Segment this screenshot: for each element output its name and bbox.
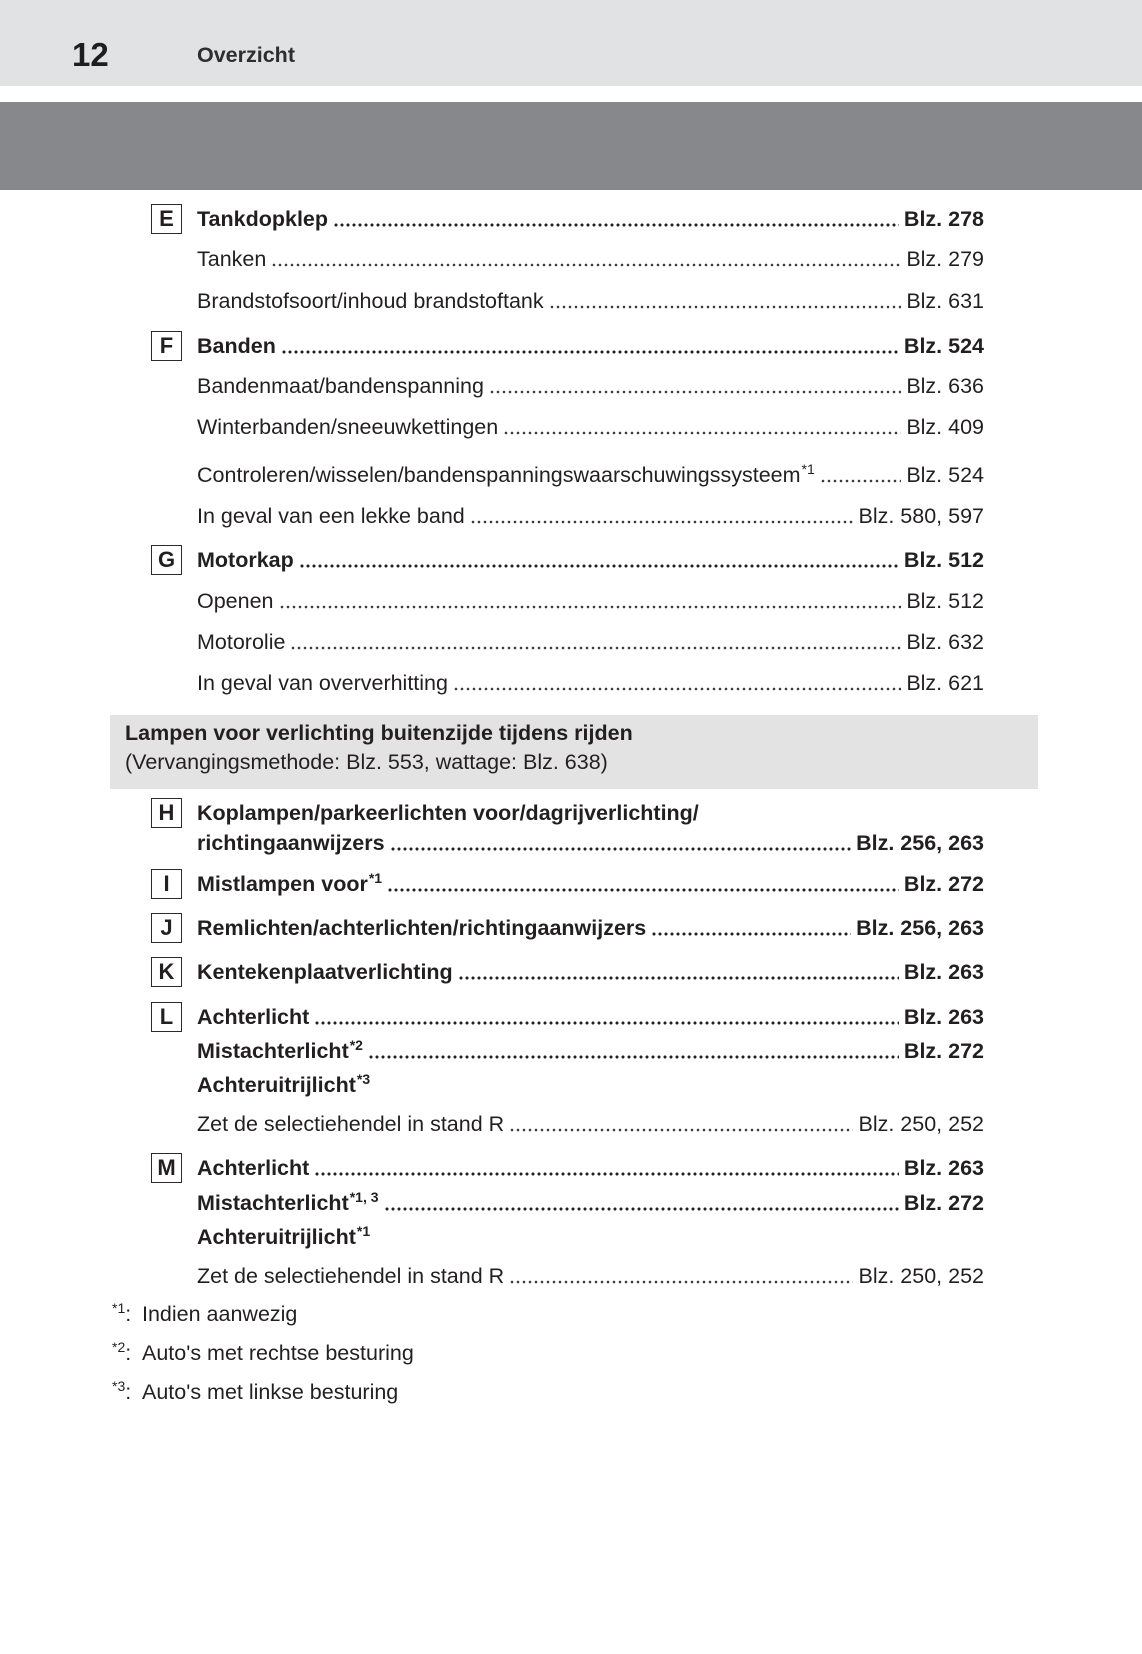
- page-reference: Blz. 512: [906, 589, 984, 613]
- page-reference: Blz. 250, 252: [858, 1112, 984, 1136]
- lamps-section-subtitle: (Vervangingsmethode: Blz. 553, wattage: Blz. 638): [125, 750, 608, 774]
- entry-remlichten: [160, 913, 984, 943]
- dot-leader: [290, 646, 901, 650]
- entry-tankdopklep: [159, 204, 984, 234]
- dot-leader: [368, 1055, 899, 1059]
- entry-label: [197, 869, 382, 899]
- dot-leader: [281, 350, 899, 354]
- dot-leader: [333, 223, 899, 227]
- footnote: [111, 1377, 398, 1407]
- dot-leader: [387, 888, 899, 892]
- index-letter-h: H: [151, 798, 182, 828]
- entry-oververhitting: [197, 668, 984, 698]
- entry-mistachterlicht: [197, 1036, 984, 1066]
- entry-winterbanden: [197, 412, 984, 442]
- entry-koplampen: [158, 798, 984, 828]
- dot-leader: [299, 564, 899, 568]
- page-reference: Blz. 272: [903, 1039, 984, 1063]
- entry-achteruitrijlicht: [197, 1222, 984, 1252]
- entry-label: [197, 1070, 370, 1100]
- page-number: 12: [72, 36, 109, 73]
- dot-leader: [503, 431, 901, 435]
- footnote-number: *3: [112, 1378, 126, 1394]
- entry-label: Remlichten/achterlichten/richtingaanwijzers: [197, 916, 647, 940]
- footnote-number: *2: [112, 1339, 126, 1355]
- entry-mistlampen-voor: [163, 869, 984, 899]
- footnote-reference: *1, 3: [349, 1189, 379, 1205]
- entry-label: Banden: [197, 334, 276, 358]
- entry-label: Kentekenplaatverlichting: [197, 960, 453, 984]
- entry-label: Motorkap: [197, 548, 294, 572]
- entry-label: [197, 1222, 370, 1252]
- index-letter-g: G: [151, 545, 182, 575]
- entry-banden: [159, 331, 984, 361]
- page-reference: Blz. 512: [903, 548, 984, 572]
- page-reference: Blz. 256, 263: [856, 831, 984, 855]
- section-title: Overzicht: [197, 43, 295, 67]
- entry-label: Tankdopklep: [197, 207, 329, 231]
- page-reference: Blz. 524: [903, 334, 984, 358]
- entry-label: [197, 460, 815, 490]
- entry-controleren-wisselen: [197, 460, 984, 490]
- footnote-reference: *2: [349, 1037, 363, 1053]
- entry-koplampen-continued: [197, 828, 984, 858]
- entry-label: Achterlicht: [197, 1156, 310, 1180]
- entry-openen: [197, 586, 984, 616]
- footnote-mark: [111, 1299, 142, 1329]
- footnote-separator: :: [125, 1380, 132, 1404]
- page-reference: Blz. 263: [903, 960, 984, 984]
- entry-achteruitrijlicht: [197, 1070, 984, 1100]
- page-reference: Blz. 636: [906, 374, 984, 398]
- entry-label: In geval van oververhitting: [197, 671, 448, 695]
- entry-label-text: Mistachterlicht: [197, 1191, 349, 1215]
- page-reference: Blz. 524: [906, 463, 984, 487]
- page-reference: Blz. 279: [906, 247, 984, 271]
- header-band: [0, 0, 1142, 86]
- entry-bandenmaat: [197, 371, 984, 401]
- dot-leader: [314, 1172, 899, 1176]
- page-reference: Blz. 621: [906, 671, 984, 695]
- index-letter-i: I: [151, 869, 182, 899]
- footnote-reference: *3: [356, 1071, 371, 1087]
- dot-leader: [271, 263, 901, 267]
- entry-mistachterlicht: [197, 1188, 984, 1218]
- dot-leader: [470, 520, 854, 524]
- entry-label: Brandstofsoort/inhoud brandstoftank: [197, 289, 544, 313]
- entry-label: Koplampen/parkeerlichten voor/dagrijverlichting/: [197, 801, 699, 825]
- dot-leader: [390, 847, 852, 851]
- entry-label: [197, 1188, 379, 1218]
- footnote-mark: [111, 1377, 142, 1407]
- entry-label: In geval van een lekke band: [197, 504, 465, 528]
- dot-leader: [279, 605, 902, 609]
- entry-selectiehendel: [197, 1109, 984, 1139]
- footnote-reference: *1: [801, 461, 815, 477]
- entry-motorolie: [197, 627, 984, 657]
- footnote-text: Auto's met linkse besturing: [142, 1380, 399, 1404]
- page-reference: Blz. 272: [903, 1191, 984, 1215]
- page-reference: Blz. 278: [903, 207, 984, 231]
- footnote: [111, 1299, 297, 1329]
- footnote-mark: [111, 1338, 142, 1368]
- footnote-separator: :: [125, 1302, 132, 1326]
- entry-label: Openen: [197, 589, 274, 613]
- entry-label: Tanken: [197, 247, 267, 271]
- page-reference: Blz. 263: [903, 1005, 984, 1029]
- entry-label: richtingaanwijzers: [197, 831, 385, 855]
- entry-label-text: Controleren/wisselen/bandenspanningswaarschuwingssysteem: [197, 463, 801, 487]
- dot-leader: [458, 976, 899, 980]
- footnote-text: Auto's met rechtse besturing: [142, 1341, 414, 1365]
- index-letter-j: J: [151, 913, 182, 943]
- footnote-reference: *1: [356, 1223, 371, 1239]
- page-reference: Blz. 256, 263: [856, 916, 984, 940]
- entry-label: Achterlicht: [197, 1005, 310, 1029]
- footnote-reference: *1: [368, 870, 383, 886]
- dot-leader: [549, 305, 902, 309]
- index-letter-k: K: [151, 957, 182, 987]
- entry-label-text: Achteruitrijlicht: [197, 1073, 356, 1097]
- page-reference: Blz. 409: [906, 415, 984, 439]
- entry-selectiehendel: [197, 1261, 984, 1291]
- entry-achterlicht: [157, 1153, 984, 1183]
- index-letter-l: L: [151, 1002, 182, 1032]
- entry-label: Motorolie: [197, 630, 286, 654]
- page-reference: Blz. 580, 597: [858, 504, 984, 528]
- entry-tanken: [197, 244, 984, 274]
- index-letter-e: E: [151, 204, 182, 234]
- entry-brandstofsoort: [197, 286, 984, 316]
- footnote-separator: :: [125, 1341, 132, 1365]
- entry-label: Winterbanden/sneeuwkettingen: [197, 415, 499, 439]
- dot-leader: [489, 390, 901, 394]
- entry-label: [197, 1036, 363, 1066]
- entry-motorkap: [157, 545, 984, 575]
- page-reference: Blz. 631: [906, 289, 984, 313]
- index-letter-m: M: [151, 1153, 182, 1183]
- title-band: [0, 102, 1142, 190]
- dot-leader: [314, 1021, 899, 1025]
- footnote: [111, 1338, 414, 1368]
- entry-label: Zet de selectiehendel in stand R: [197, 1264, 505, 1288]
- entry-label-text: Mistachterlicht: [197, 1039, 349, 1063]
- entry-label-text: Mistlampen voor: [197, 872, 368, 896]
- entry-lekke-band: [197, 501, 984, 531]
- footnote-text: Indien aanwezig: [142, 1302, 298, 1326]
- entry-label: Zet de selectiehendel in stand R: [197, 1112, 505, 1136]
- entry-label: Bandenmaat/bandenspanning: [197, 374, 484, 398]
- page-reference: Blz. 263: [903, 1156, 984, 1180]
- entry-label-text: Achteruitrijlicht: [197, 1225, 356, 1249]
- dot-leader: [820, 479, 902, 483]
- page-reference: Blz. 272: [903, 872, 984, 896]
- index-letter-f: F: [151, 331, 182, 361]
- page-reference: Blz. 632: [906, 630, 984, 654]
- entry-achterlicht: [159, 1002, 984, 1032]
- dot-leader: [509, 1280, 853, 1284]
- lamps-section-title: Lampen voor verlichting buitenzijde tijdens rijden: [125, 721, 633, 745]
- dot-leader: [453, 687, 901, 691]
- page-reference: Blz. 250, 252: [858, 1264, 984, 1288]
- entry-kentekenplaatverlichting: [158, 957, 984, 987]
- footnote-number: *1: [112, 1300, 126, 1316]
- dot-leader: [384, 1207, 899, 1211]
- dot-leader: [509, 1128, 853, 1132]
- dot-leader: [651, 932, 851, 936]
